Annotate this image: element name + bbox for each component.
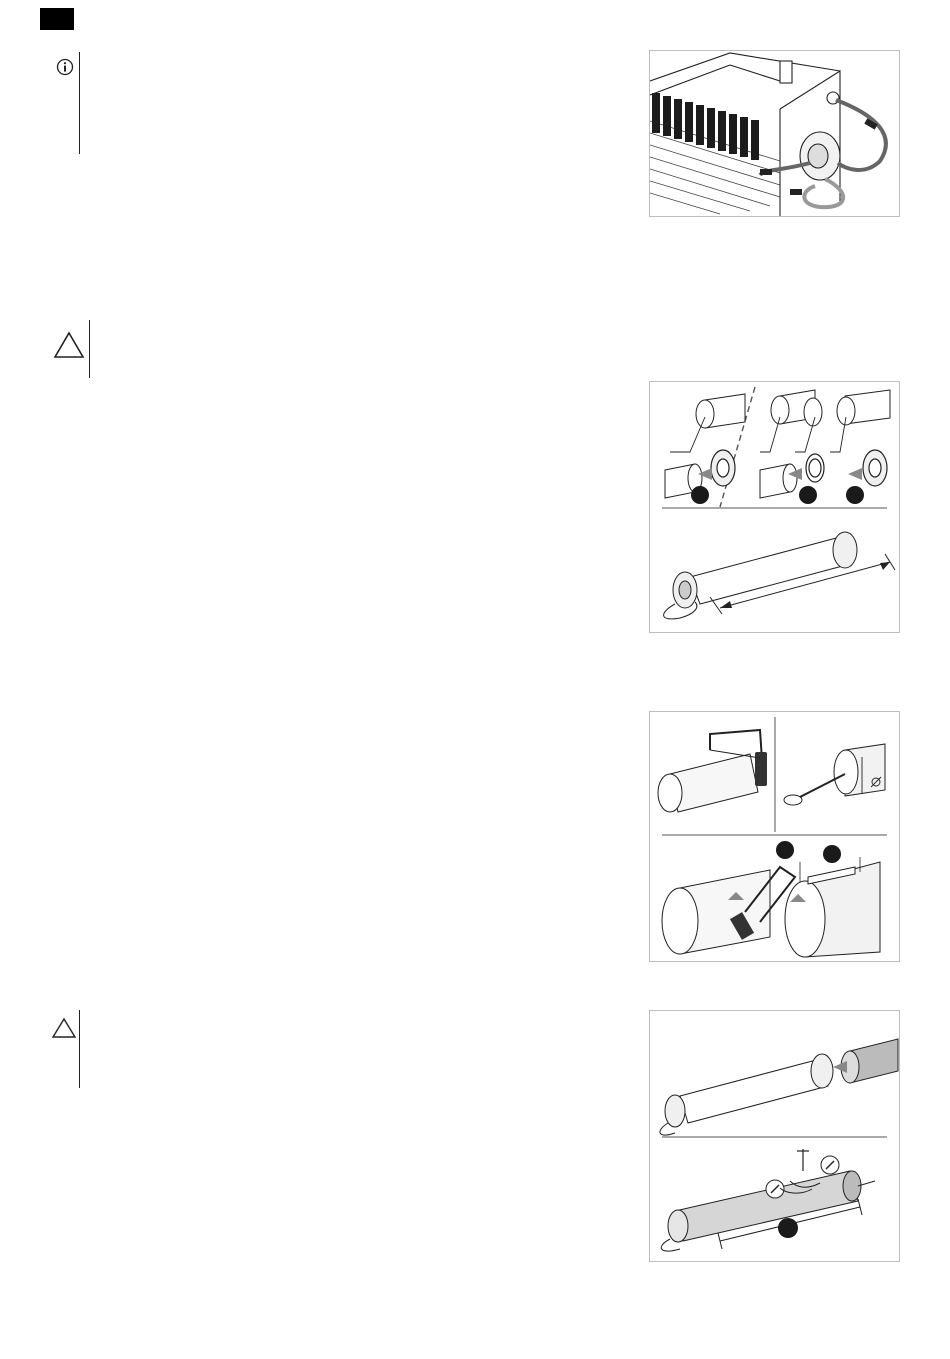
figure-tube-cutting: [649, 711, 900, 962]
figure-adapter-selection: [649, 381, 900, 633]
warning-icon: [51, 1017, 77, 1039]
warning-note-bar: [79, 1010, 80, 1088]
info-icon: [56, 58, 74, 76]
warning-note-bar: [89, 320, 90, 378]
warning-icon: [52, 330, 86, 360]
figure-motor-cable-connection: [649, 50, 900, 217]
language-tab: [40, 8, 74, 30]
figure-motor-insertion: [649, 1010, 900, 1262]
info-note-bar: [79, 52, 80, 154]
